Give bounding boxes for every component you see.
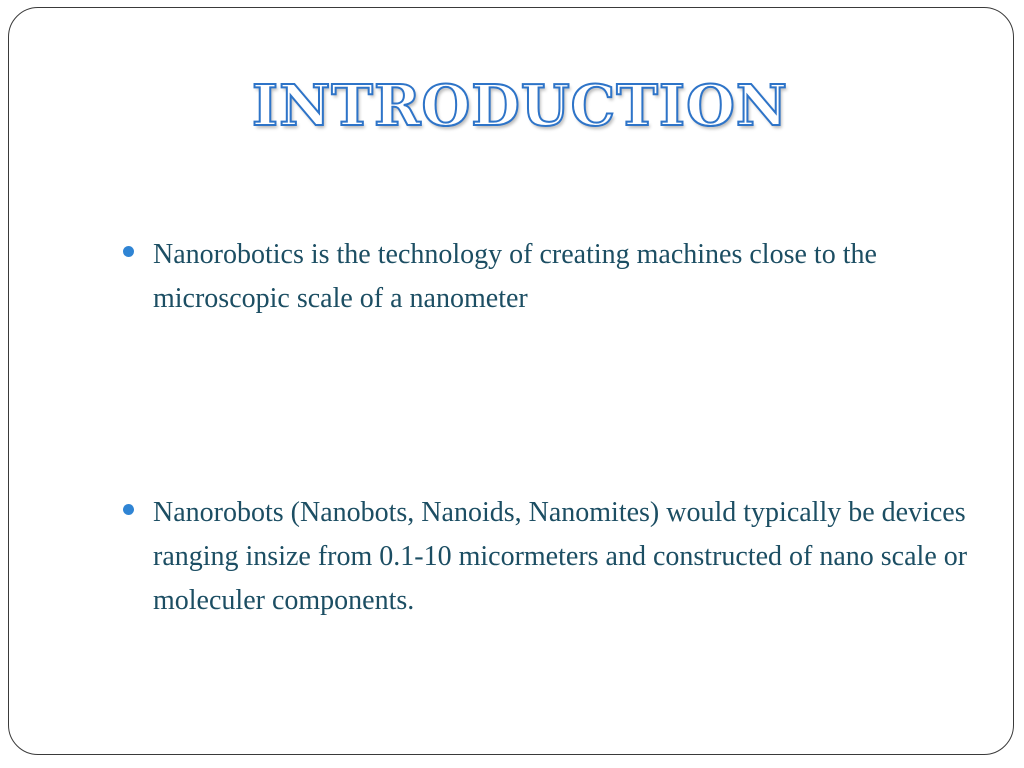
- bullet-item: [121, 491, 981, 623]
- bullet-text: Nanorobotics is the technology of creating machines close to the microscopic scale of a nanometer: [153, 239, 877, 314]
- slide-title: INTRODUCTION: [251, 73, 789, 139]
- bullet-dot-icon: [123, 246, 134, 257]
- bullet-item: [121, 233, 981, 321]
- bullet-dot-icon: [123, 504, 134, 515]
- bullet-list: [121, 233, 981, 623]
- slide-frame: [8, 7, 1014, 755]
- bullet-text: Nanorobots (Nanobots, Nanoids, Nanomites) would typically be devices ranging insize from 0.1-10 micormeters and constructed of nano scale or moleculer components.: [153, 497, 968, 616]
